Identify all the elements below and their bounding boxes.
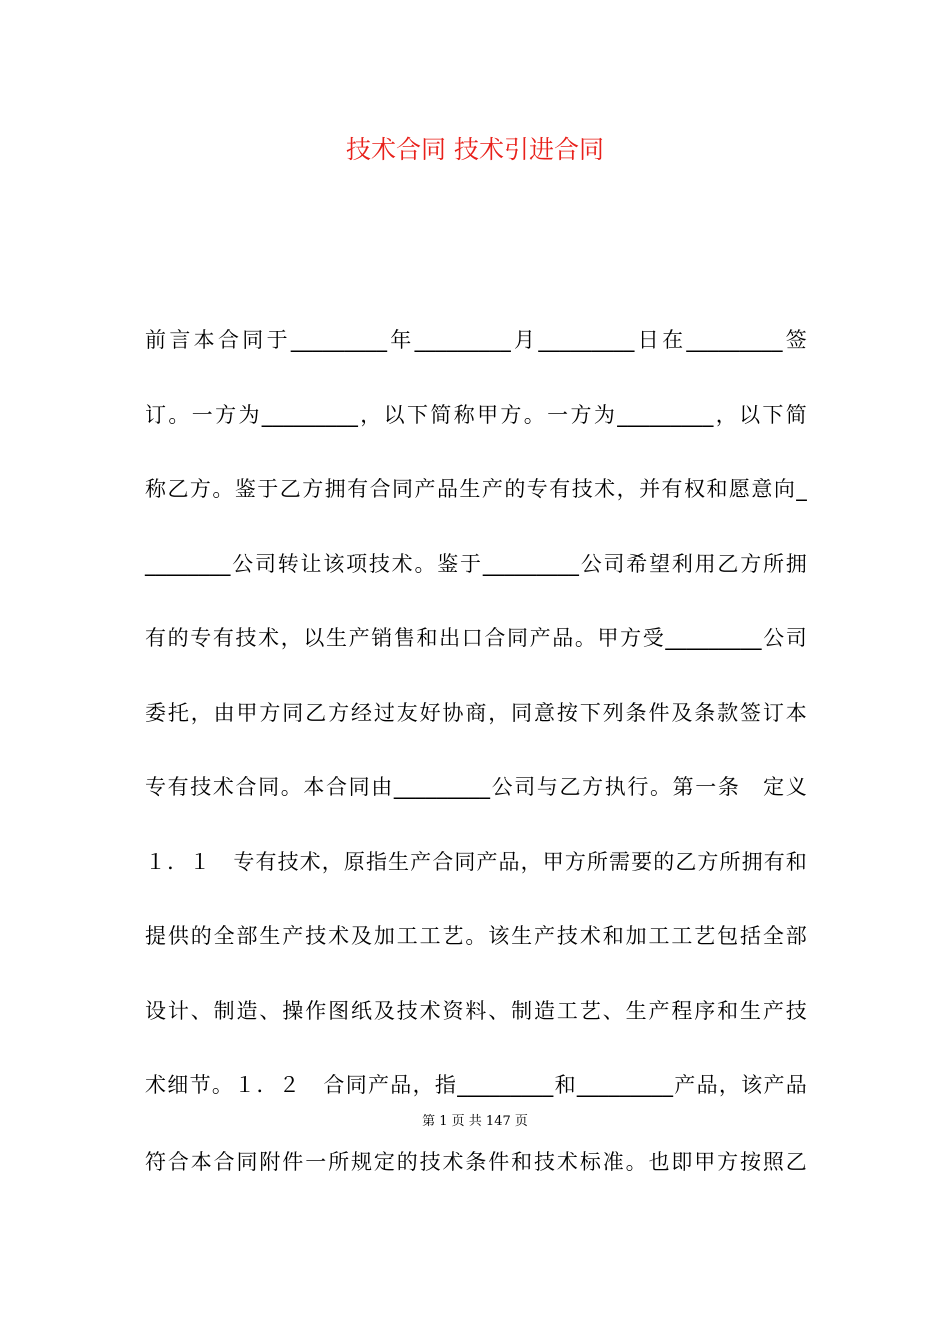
document-body — [145, 317, 807, 1137]
body-line: 专有技术合同。本合同由_________公司与乙方执行。第一条 定义 — [145, 775, 807, 799]
body-line: 订。一方为_________，以下简称甲方。一方为_________，以下简 — [145, 402, 807, 427]
document-body-continued — [145, 1139, 807, 1214]
body-line: 委托，由甲方同乙方经过友好协商，同意按下列条件及条款签订本 — [145, 700, 807, 725]
body-line: 有的专有技术，以生产销售和出口合同产品。甲方受_________公司 — [145, 626, 807, 650]
body-line: 提供的全部生产技术及加工工艺。该生产技术和加工工艺包括全部 — [145, 924, 807, 948]
body-line: 符合本合同附件一所规定的技术条件和技术标准。也即甲方按照乙 — [145, 1150, 807, 1174]
body-line: 术细节。１．２ 合同产品，指_________和_________产品，该产品 — [145, 1073, 807, 1097]
document-title: 技术合同 技术引进合同 — [346, 135, 604, 164]
body-line: 设计、制造、操作图纸及技术资料、制造工艺、生产程序和生产技 — [145, 998, 807, 1023]
body-line: 称乙方。鉴于乙方拥有合同产品生产的专有技术，并有权和愿意向_ — [145, 477, 807, 501]
page-number-footer: 第 1 页 共 147 页 — [422, 1114, 528, 1129]
body-line: ________公司转让该项技术。鉴于_________公司希望利用乙方所拥 — [145, 551, 807, 576]
body-line: 前言本合同于_________年_________月_________日在_________签 — [145, 328, 807, 352]
body-line: １．１ 专有技术，原指生产合同产品，甲方所需要的乙方所拥有和 — [145, 849, 807, 874]
